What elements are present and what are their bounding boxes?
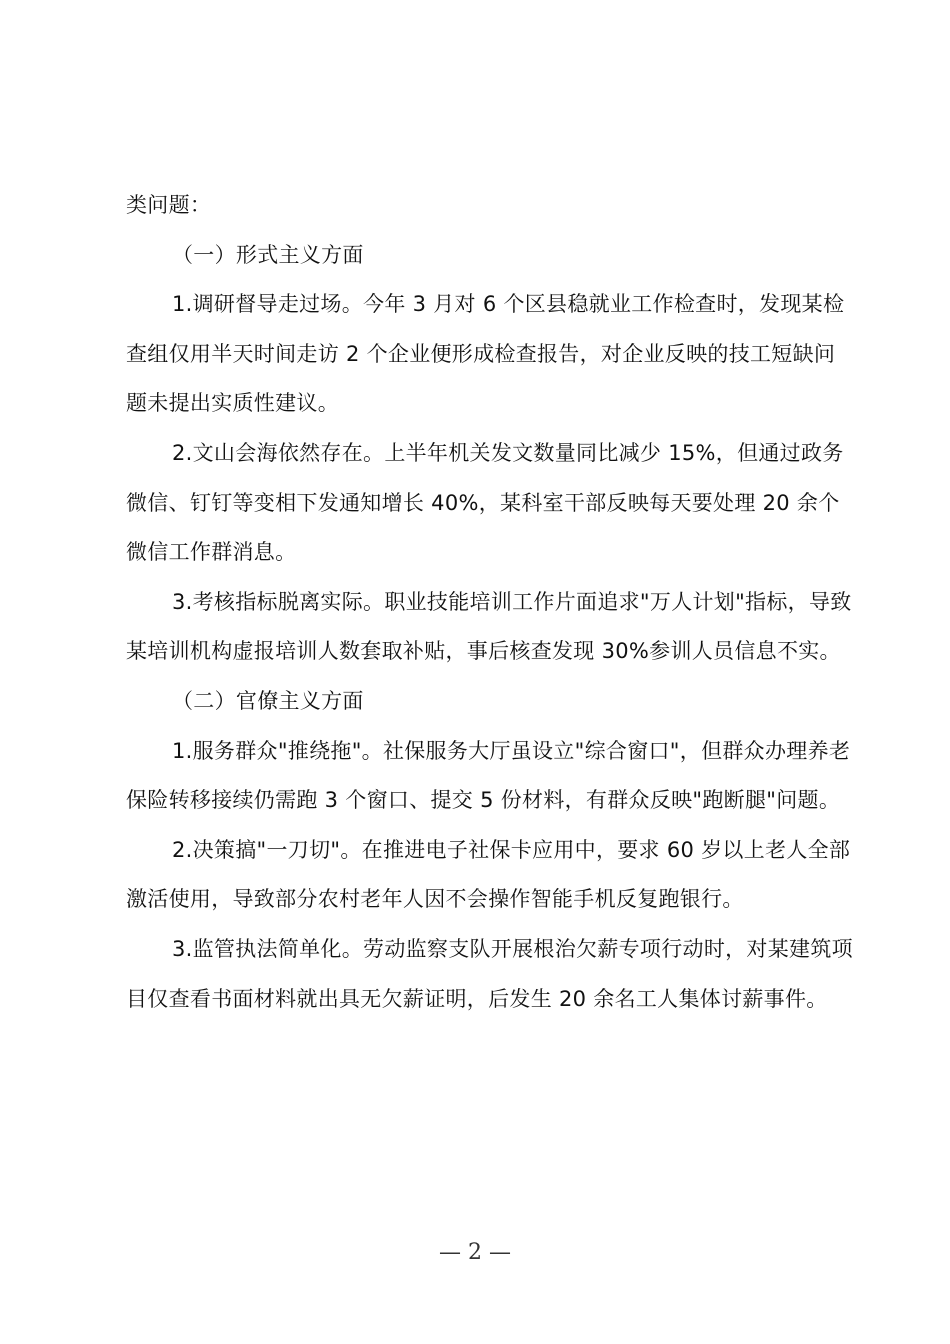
section-heading-formalism: （一）形式主义方面 bbox=[172, 242, 364, 267]
paragraph-formalism-1: 1.调研督导走过场。今年 3 月对 6 个区县稳就业工作检查时，发现某检查组仅用半天时间走访 2 个企业便形成检查报告，对企业反映的技工短缺问题未提出实质性建议。 bbox=[126, 292, 845, 416]
section-heading-bureaucratism: （二）官僚主义方面 bbox=[172, 688, 364, 713]
paragraph-formalism-2: 2.文山会海依然存在。上半年机关发文数量同比减少 15%，但通过政务微信、钉钉等变相下发通知增长 40%，某科室干部反映每天要处理 20 余个微信工作群消息。 bbox=[126, 440, 844, 565]
page-number: — 2 — bbox=[439, 1240, 511, 1265]
paragraph-bureaucratism-3: 3.监管执法简单化。劳动监察支队开展根治欠薪专项行动时，对某建筑项目仅查看书面材料就出具无欠薪证明，后发生 20 余名工人集体讨薪事件。 bbox=[126, 936, 853, 1011]
paragraph-bureaucratism-1: 1.服务群众"推绕拖"。社保服务大厅虽设立"综合窗口"，但群众办理养老保险转移接续仍需跑 3 个窗口、提交 5 份材料，有群众反映"跑断腿"问题。 bbox=[126, 738, 851, 813]
paragraph-continuation: 类问题： bbox=[126, 193, 212, 217]
paragraph-formalism-3: 3.考核指标脱离实际。职业技能培训工作片面追求"万人计划"指标，导致某培训机构虚报培训人数套取补贴，事后核查发现 30%参训人员信息不实。 bbox=[126, 589, 852, 664]
document-body bbox=[126, 181, 856, 1024]
paragraph-bureaucratism-2: 2.决策搞"一刀切"。在推进电子社保卡应用中，要求 60 岁以上老人全部激活使用，导致部分农村老年人因不会操作智能手机反复跑银行。 bbox=[126, 837, 851, 912]
